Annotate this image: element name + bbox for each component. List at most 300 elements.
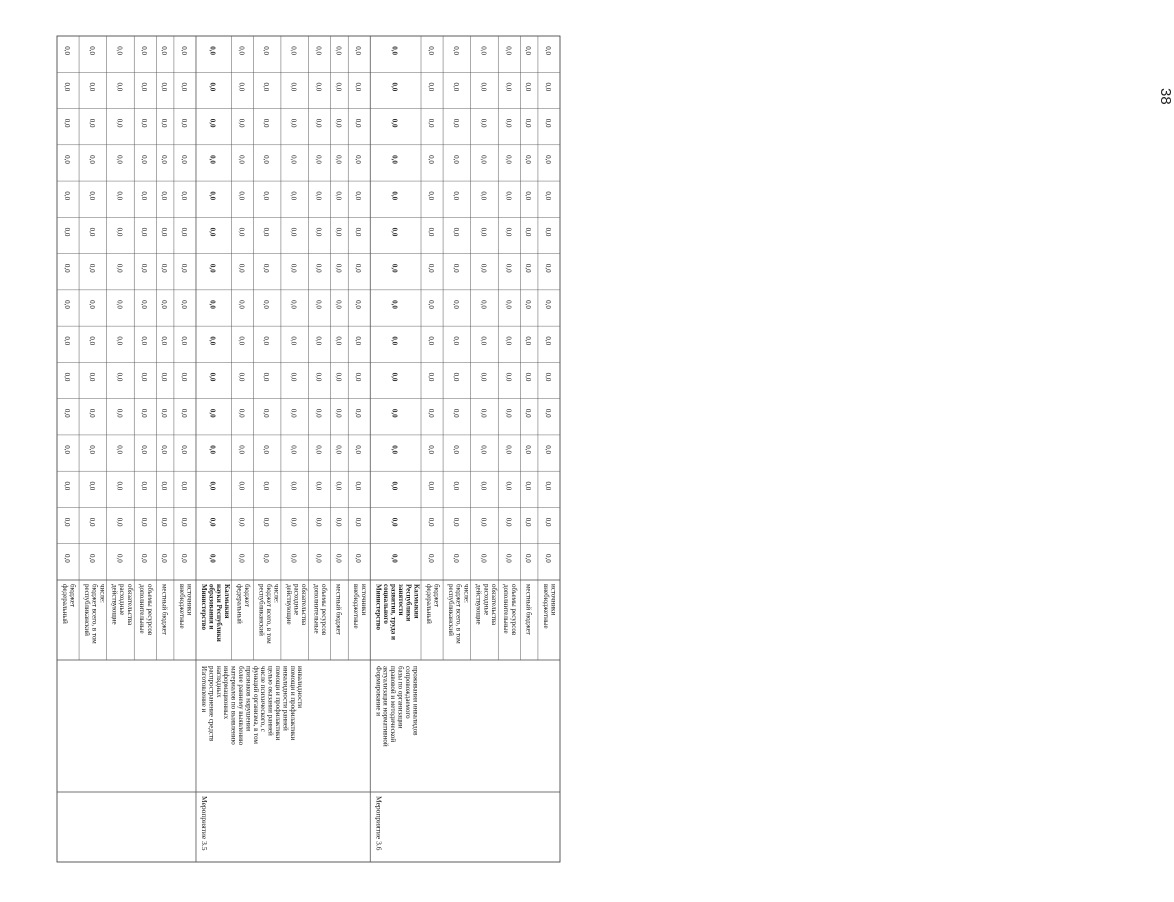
value-cell: 0,0 xyxy=(262,336,271,346)
value-cell: 0,0 xyxy=(115,517,124,527)
value-cell: 0,0 xyxy=(524,46,533,56)
value-cell: 0,0 xyxy=(87,191,96,201)
value-cell: 0,0 xyxy=(543,82,552,92)
value-cell: 0,0 xyxy=(314,46,323,56)
value-cell: 0,0 xyxy=(479,481,488,491)
value-cell: 0,0 xyxy=(63,517,72,527)
value-cell: 0,0 xyxy=(87,227,96,237)
value-cell: 0,0 xyxy=(314,336,323,346)
event-name-text: актуализация нормативной xyxy=(381,666,390,747)
event-name-text: более раннему выявлению xyxy=(236,666,245,746)
value-cell: 0,0 xyxy=(208,118,217,128)
value-cell: 0,0 xyxy=(237,118,246,128)
value-cell: 0,0 xyxy=(208,155,217,164)
value-cell: 0,0 xyxy=(354,263,363,273)
value-cell: 0,0 xyxy=(390,263,399,273)
funding-source-text: источники xyxy=(185,584,194,616)
value-cell: 0,0 xyxy=(504,46,513,56)
value-cell: 0,0 xyxy=(179,445,188,454)
value-cell: 0,0 xyxy=(160,82,169,92)
value-cell: 0,0 xyxy=(160,227,169,237)
value-cell: 0,0 xyxy=(451,517,460,527)
funding-source-text: Министерство xyxy=(374,584,383,631)
value-cell: 0,0 xyxy=(479,336,488,346)
funding-source-text: бюджет всего, в том xyxy=(264,584,273,644)
value-cell: 0,0 xyxy=(63,155,72,164)
funding-source-text: республиканский xyxy=(257,584,266,636)
value-cell: 0,0 xyxy=(543,300,552,309)
value-cell: 0,0 xyxy=(427,191,436,201)
funding-source-text: дополнительные xyxy=(502,584,511,634)
value-cell: 0,0 xyxy=(390,517,399,527)
value-cell: 0,0 xyxy=(334,481,343,491)
event-name-text: помощи и профилактики xyxy=(273,666,282,741)
funding-source-text: образования и xyxy=(207,584,216,630)
funding-source-text: занятости xyxy=(397,584,406,616)
value-cell: 0,0 xyxy=(289,155,298,164)
value-cell: 0,0 xyxy=(87,336,96,346)
value-cell: 0,0 xyxy=(504,554,513,563)
value-cell: 0,0 xyxy=(289,445,298,454)
value-cell: 0,0 xyxy=(479,155,488,164)
value-cell: 0,0 xyxy=(354,227,363,237)
value-cell: 0,0 xyxy=(314,481,323,491)
value-cell: 0,0 xyxy=(543,46,552,56)
value-cell: 0,0 xyxy=(160,263,169,273)
value-cell: 0,0 xyxy=(334,445,343,454)
value-cell: 0,0 xyxy=(427,263,436,273)
funding-source-text: республиканский xyxy=(447,584,456,636)
value-cell: 0,0 xyxy=(179,263,188,273)
value-cell: 0,0 xyxy=(289,517,298,527)
value-cell: 0,0 xyxy=(237,155,246,164)
value-cell: 0,0 xyxy=(115,263,124,273)
value-cell: 0,0 xyxy=(451,372,460,382)
value-cell: 0,0 xyxy=(140,445,149,454)
value-cell: 0,0 xyxy=(451,46,460,56)
value-cell: 0,0 xyxy=(140,408,149,418)
value-cell: 0,0 xyxy=(63,445,72,454)
value-cell: 0,0 xyxy=(334,336,343,346)
value-cell: 0,0 xyxy=(115,372,124,382)
value-cell: 0,0 xyxy=(314,82,323,92)
value-cell: 0,0 xyxy=(543,118,552,128)
value-cell: 0,0 xyxy=(63,118,72,128)
value-cell: 0,0 xyxy=(479,263,488,273)
funding-source-text: Республики xyxy=(404,584,413,622)
value-cell: 0,0 xyxy=(208,227,217,237)
value-cell: 0,0 xyxy=(427,372,436,382)
value-cell: 0,0 xyxy=(63,191,72,201)
value-cell: 0,0 xyxy=(524,408,533,418)
value-cell: 0,0 xyxy=(314,517,323,527)
event-name-text: целью оказания ранней xyxy=(266,666,275,736)
event-name-text: числе психического, с xyxy=(259,666,268,732)
funding-source-text: числе: xyxy=(98,584,107,603)
value-cell: 0,0 xyxy=(115,227,124,237)
value-cell: 0,0 xyxy=(314,263,323,273)
value-cell: 0,0 xyxy=(115,82,124,92)
value-cell: 0,0 xyxy=(543,263,552,273)
value-cell: 0,0 xyxy=(451,445,460,454)
value-cell: 0,0 xyxy=(160,517,169,527)
value-cell: 0,0 xyxy=(237,227,246,237)
value-cell: 0,0 xyxy=(504,408,513,418)
value-cell: 0,0 xyxy=(115,46,124,56)
value-cell: 0,0 xyxy=(427,155,436,164)
value-cell: 0,0 xyxy=(115,191,124,201)
value-cell: 0,0 xyxy=(451,227,460,237)
event-name-text: проживания инвалидов xyxy=(411,666,420,736)
value-cell: 0,0 xyxy=(208,82,217,92)
funding-source-text: развития, труда и xyxy=(389,584,398,640)
value-cell: 0,0 xyxy=(262,191,271,201)
funding-source-text: числе: xyxy=(272,584,281,603)
funding-source-text: дополнительные xyxy=(312,584,321,634)
funding-source-text: внебюджетные xyxy=(177,584,186,629)
value-cell: 0,0 xyxy=(237,554,246,563)
funding-source-text: расходные xyxy=(292,584,301,616)
event-name-text: распространение средств xyxy=(207,666,216,742)
value-cell: 0,0 xyxy=(334,118,343,128)
value-cell: 0,0 xyxy=(160,46,169,56)
value-cell: 0,0 xyxy=(208,372,217,382)
value-cell: 0,0 xyxy=(390,408,399,418)
value-cell: 0,0 xyxy=(390,191,399,201)
event-name-text: наглядных xyxy=(214,666,223,698)
funding-source-text: объемы ресурсов xyxy=(320,584,329,636)
value-cell: 0,0 xyxy=(115,300,124,309)
value-cell: 0,0 xyxy=(354,336,363,346)
value-cell: 0,0 xyxy=(237,300,246,309)
funding-source-text: федеральный xyxy=(61,584,69,624)
value-cell: 0,0 xyxy=(354,82,363,92)
value-cell: 0,0 xyxy=(289,82,298,92)
value-cell: 0,0 xyxy=(63,408,72,418)
value-cell: 0,0 xyxy=(179,408,188,418)
value-cell: 0,0 xyxy=(524,263,533,273)
value-cell: 0,0 xyxy=(314,445,323,454)
value-cell: 0,0 xyxy=(543,408,552,418)
value-cell: 0,0 xyxy=(354,481,363,491)
value-cell: 0,0 xyxy=(334,300,343,309)
value-cell: 0,0 xyxy=(140,191,149,201)
event-name-text: инвалидности xyxy=(296,666,305,709)
value-cell: 0,0 xyxy=(289,118,298,128)
funding-source-text: обязательства xyxy=(300,584,309,626)
value-cell: 0,0 xyxy=(334,408,343,418)
value-cell: 0,0 xyxy=(140,372,149,382)
funding-source-text: науки Республики xyxy=(215,584,224,642)
value-cell: 0,0 xyxy=(289,300,298,309)
value-cell: 0,0 xyxy=(179,227,188,237)
value-cell: 0,0 xyxy=(390,82,399,92)
funding-source-text: местный бюджет xyxy=(524,584,533,635)
value-cell: 0,0 xyxy=(140,227,149,237)
funding-source-text: дополнительные xyxy=(138,584,147,634)
event-name-text: Формирование и xyxy=(374,666,383,717)
value-cell: 0,0 xyxy=(354,554,363,563)
value-cell: 0,0 xyxy=(262,227,271,237)
value-cell: 0,0 xyxy=(87,300,96,309)
value-cell: 0,0 xyxy=(314,227,323,237)
value-cell: 0,0 xyxy=(237,82,246,92)
value-cell: 0,0 xyxy=(179,372,188,382)
value-cell: 0,0 xyxy=(160,155,169,164)
value-cell: 0,0 xyxy=(354,46,363,56)
value-cell: 0,0 xyxy=(354,118,363,128)
value-cell: 0,0 xyxy=(354,191,363,201)
value-cell: 0,0 xyxy=(262,517,271,527)
value-cell: 0,0 xyxy=(237,336,246,346)
value-cell: 0,0 xyxy=(390,372,399,382)
funding-source-text: местный бюджет xyxy=(160,584,169,635)
value-cell: 0,0 xyxy=(451,263,460,273)
value-cell: 0,0 xyxy=(140,481,149,491)
value-cell: 0,0 xyxy=(427,408,436,418)
value-cell: 0,0 xyxy=(289,408,298,418)
value-cell: 0,0 xyxy=(524,372,533,382)
value-cell: 0,0 xyxy=(63,227,72,237)
value-cell: 0,0 xyxy=(289,191,298,201)
value-cell: 0,0 xyxy=(524,227,533,237)
funding-source-text: расходные xyxy=(482,584,491,616)
value-cell: 0,0 xyxy=(289,227,298,237)
value-cell: 0,0 xyxy=(543,191,552,201)
value-cell: 0,0 xyxy=(179,118,188,128)
value-cell: 0,0 xyxy=(208,300,217,309)
value-cell: 0,0 xyxy=(479,408,488,418)
value-cell: 0,0 xyxy=(115,118,124,128)
value-cell: 0,0 xyxy=(237,372,246,382)
value-cell: 0,0 xyxy=(334,82,343,92)
value-cell: 0,0 xyxy=(160,118,169,128)
funding-source-text: социального xyxy=(381,584,390,624)
value-cell: 0,0 xyxy=(390,227,399,237)
value-cell: 0,0 xyxy=(160,445,169,454)
value-cell: 0,0 xyxy=(334,372,343,382)
funding-source-text: объемы ресурсов xyxy=(145,584,154,636)
value-cell: 0,0 xyxy=(451,155,460,164)
value-cell: 0,0 xyxy=(208,336,217,346)
value-cell: 0,0 xyxy=(543,155,552,164)
value-cell: 0,0 xyxy=(504,227,513,237)
event-name-text: правовой и методической xyxy=(389,666,398,743)
value-cell: 0,0 xyxy=(208,517,217,527)
value-cell: 0,0 xyxy=(262,118,271,128)
value-cell: 0,0 xyxy=(504,481,513,491)
funding-source-text: объемы ресурсов xyxy=(509,584,518,636)
value-cell: 0,0 xyxy=(427,227,436,237)
value-cell: 0,0 xyxy=(140,82,149,92)
value-cell: 0,0 xyxy=(354,372,363,382)
value-cell: 0,0 xyxy=(160,554,169,563)
value-cell: 0,0 xyxy=(63,82,72,92)
value-cell: 0,0 xyxy=(237,46,246,56)
value-cell: 0,0 xyxy=(524,481,533,491)
value-cell: 0,0 xyxy=(451,191,460,201)
value-cell: 0,0 xyxy=(115,155,124,164)
value-cell: 0,0 xyxy=(289,336,298,346)
value-cell: 0,0 xyxy=(390,46,399,56)
value-cell: 0,0 xyxy=(427,118,436,128)
value-cell: 0,0 xyxy=(87,155,96,164)
value-cell: 0,0 xyxy=(354,445,363,454)
value-cell: 0,0 xyxy=(237,191,246,201)
value-cell: 0,0 xyxy=(334,554,343,563)
value-cell: 0,0 xyxy=(237,481,246,491)
value-cell: 0,0 xyxy=(140,336,149,346)
value-cell: 0,0 xyxy=(63,263,72,273)
value-cell: 0,0 xyxy=(140,118,149,128)
value-cell: 0,0 xyxy=(543,445,552,454)
value-cell: 0,0 xyxy=(479,82,488,92)
value-cell: 0,0 xyxy=(390,300,399,309)
event-name-text: материалов по выявлению xyxy=(229,666,238,745)
value-cell: 0,0 xyxy=(208,554,217,563)
value-cell: 0,0 xyxy=(237,517,246,527)
value-cell: 0,0 xyxy=(63,46,72,56)
value-cell: 0,0 xyxy=(208,481,217,491)
value-cell: 0,0 xyxy=(115,481,124,491)
value-cell: 0,0 xyxy=(354,408,363,418)
value-cell: 0,0 xyxy=(504,445,513,454)
value-cell: 0,0 xyxy=(504,372,513,382)
value-cell: 0,0 xyxy=(390,118,399,128)
value-cell: 0,0 xyxy=(160,191,169,201)
value-cell: 0,0 xyxy=(451,300,460,309)
value-cell: 0,0 xyxy=(354,300,363,309)
event-name-text: функций организма, в том xyxy=(251,666,260,744)
value-cell: 0,0 xyxy=(179,517,188,527)
value-cell: 0,0 xyxy=(179,46,188,56)
value-cell: 0,0 xyxy=(63,336,72,346)
value-cell: 0,0 xyxy=(543,372,552,382)
value-cell: 0,0 xyxy=(140,300,149,309)
value-cell: 0,0 xyxy=(179,481,188,491)
value-cell: 0,0 xyxy=(179,82,188,92)
funding-source-text: расходные xyxy=(118,584,127,616)
value-cell: 0,0 xyxy=(289,263,298,273)
funding-source-text: числе: xyxy=(462,584,471,603)
funding-source-text: источники xyxy=(549,584,558,616)
value-cell: 0,0 xyxy=(504,118,513,128)
value-cell: 0,0 xyxy=(524,155,533,164)
value-cell: 0,0 xyxy=(390,554,399,563)
funding-source-text: федеральный xyxy=(235,584,244,624)
value-cell: 0,0 xyxy=(262,481,271,491)
event-name-text: информационных xyxy=(222,666,231,720)
value-cell: 0,0 xyxy=(262,408,271,418)
value-cell: 0,0 xyxy=(262,155,271,164)
value-cell: 0,0 xyxy=(87,263,96,273)
value-cell: 0,0 xyxy=(140,46,149,56)
value-cell: 0,0 xyxy=(451,554,460,563)
value-cell: 0,0 xyxy=(208,445,217,454)
value-cell: 0,0 xyxy=(334,517,343,527)
funding-source-text: местный бюджет xyxy=(334,584,343,635)
funding-source-text: республиканский xyxy=(83,584,92,636)
value-cell: 0,0 xyxy=(208,191,217,201)
event-name-text: инвалидности ранней xyxy=(281,666,290,731)
value-cell: 0,0 xyxy=(504,191,513,201)
event-name-text: помощи и профилактики xyxy=(288,666,297,741)
value-cell: 0,0 xyxy=(524,554,533,563)
value-cell: 0,0 xyxy=(543,336,552,346)
value-cell: 0,0 xyxy=(543,227,552,237)
funding-source-text: Министерство xyxy=(199,584,208,631)
value-cell: 0,0 xyxy=(390,481,399,491)
value-cell: 0,0 xyxy=(237,263,246,273)
value-cell: 0,0 xyxy=(427,82,436,92)
funding-source-text: действующие xyxy=(284,584,293,625)
value-cell: 0,0 xyxy=(160,336,169,346)
value-cell: 0,0 xyxy=(314,554,323,563)
value-cell: 0,0 xyxy=(63,554,72,563)
value-cell: 0,0 xyxy=(479,191,488,201)
value-cell: 0,0 xyxy=(314,191,323,201)
value-cell: 0,0 xyxy=(179,155,188,164)
value-cell: 0,0 xyxy=(314,300,323,309)
funding-source-text: действующие xyxy=(474,584,483,625)
value-cell: 0,0 xyxy=(427,481,436,491)
value-cell: 0,0 xyxy=(390,155,399,164)
value-cell: 0,0 xyxy=(390,336,399,346)
value-cell: 0,0 xyxy=(451,82,460,92)
funding-source-text: внебюджетные xyxy=(352,584,361,629)
value-cell: 0,0 xyxy=(334,227,343,237)
funding-source-text: бюджет xyxy=(68,584,77,607)
value-cell: 0,0 xyxy=(504,300,513,309)
value-cell: 0,0 xyxy=(160,408,169,418)
value-cell: 0,0 xyxy=(354,517,363,527)
value-cell: 0,0 xyxy=(160,372,169,382)
value-cell: 0,0 xyxy=(87,554,96,563)
value-cell: 0,0 xyxy=(208,46,217,56)
value-cell: 0,0 xyxy=(427,300,436,309)
value-cell: 0,0 xyxy=(237,408,246,418)
value-cell: 0,0 xyxy=(479,517,488,527)
value-cell: 0,0 xyxy=(115,336,124,346)
value-cell: 0,0 xyxy=(289,554,298,563)
value-cell: 0,0 xyxy=(479,554,488,563)
value-cell: 0,0 xyxy=(87,517,96,527)
event-label: Мероприятие 3.5 xyxy=(199,796,209,851)
funding-source-text: федеральный xyxy=(425,584,434,624)
value-cell: 0,0 xyxy=(479,227,488,237)
value-cell: 0,0 xyxy=(543,517,552,527)
funding-source-text: бюджет всего, в том xyxy=(90,584,99,644)
value-cell: 0,0 xyxy=(334,46,343,56)
value-cell: 0,0 xyxy=(140,554,149,563)
value-cell: 0,0 xyxy=(524,336,533,346)
value-cell: 0,0 xyxy=(524,191,533,201)
value-cell: 0,0 xyxy=(334,263,343,273)
value-cell: 0,0 xyxy=(160,300,169,309)
value-cell: 0,0 xyxy=(479,372,488,382)
value-cell: 0,0 xyxy=(237,445,246,454)
value-cell: 0,0 xyxy=(451,481,460,491)
value-cell: 0,0 xyxy=(524,118,533,128)
funding-source-text: обязательства xyxy=(125,584,134,626)
funding-source-text: Калмыкия xyxy=(222,584,231,619)
value-cell: 0,0 xyxy=(87,118,96,128)
value-cell: 0,0 xyxy=(63,300,72,309)
event-name-text: признаков нарушения xyxy=(244,666,253,732)
value-cell: 0,0 xyxy=(87,408,96,418)
funding-source-text: бюджет всего, в том xyxy=(454,584,463,644)
value-cell: 0,0 xyxy=(262,263,271,273)
